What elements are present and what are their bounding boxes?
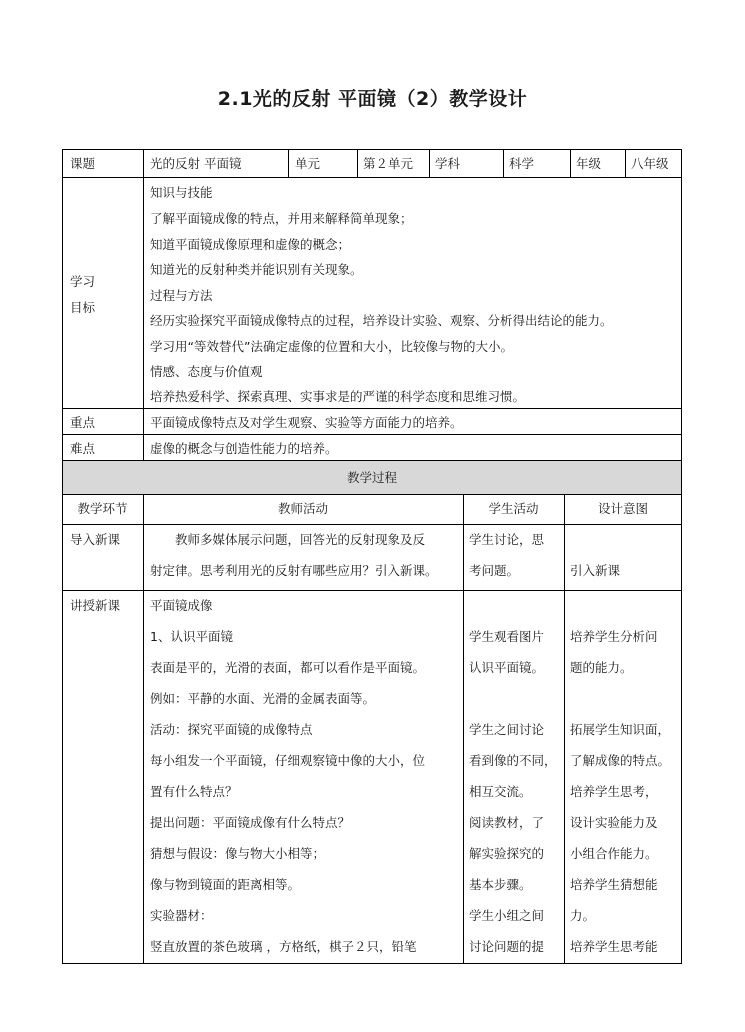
lecture-student-line: 基本步骤。 [469, 877, 532, 892]
table-rule [62, 963, 682, 964]
table-rule [143, 177, 144, 460]
lecture-teacher-line: 像与物到镜面的距离相等。 [150, 877, 301, 892]
table-rule [463, 494, 464, 964]
table-rule [62, 590, 682, 591]
intro-intent: 引入新课 [570, 563, 621, 578]
col-header-intent: 设计意图 [597, 501, 648, 516]
lecture-intent-line: 设计实验能力及 [570, 815, 658, 830]
lecture-teacher-line: 例如：平静的水面、光滑的金属表面等。 [150, 691, 376, 706]
lecture-student-line: 相互交流。 [469, 784, 532, 799]
lesson-plan-table [62, 149, 682, 964]
course-label: 课题 [70, 156, 96, 171]
table-rule [503, 149, 504, 177]
lecture-student-line: 讨论问题的提 [469, 939, 545, 954]
table-rule [62, 460, 682, 461]
lecture-intent-line: 小组合作能力。 [570, 846, 658, 861]
table-rule [62, 524, 682, 525]
objective-line: 知道平面镜成像原理和虚像的概念； [150, 237, 351, 252]
lecture-student-line: 看到像的不同， [469, 753, 557, 768]
table-rule [62, 434, 682, 435]
table-rule [62, 177, 682, 178]
col-header-teacher: 教师活动 [277, 501, 328, 516]
lecture-teacher-line: 1、认识平面镜 [150, 629, 233, 644]
col-header-student: 学生活动 [488, 501, 539, 516]
table-rule [62, 494, 682, 495]
process-header: 教学过程 [346, 470, 397, 485]
objective-line: 学习用“等效替代”法确定虚像的位置和大小，比较像与物的大小。 [150, 339, 513, 354]
lecture-student-line: 阅读教材，了 [469, 815, 545, 830]
table-rule [62, 149, 63, 964]
lecture-student-line: 学生观看图片 [469, 629, 545, 644]
lecture-intent-line: 培养学生猜想能 [570, 877, 658, 892]
lecture-teacher-line: 竖直放置的茶色玻璃 ，方格纸，棋子２只，铅笔 [150, 939, 417, 954]
lecture-intent-line: 了解成像的特点。 [570, 753, 671, 768]
lecture-stage: 讲授新课 [70, 598, 121, 613]
lecture-intent-line: 拓展学生知识面， [570, 722, 671, 737]
table-rule [564, 494, 565, 964]
table-rule [570, 149, 571, 177]
lecture-intent-line: 题的能力。 [570, 660, 633, 675]
lecture-teacher-line: 提出问题：平面镜成像有什么特点？ [150, 815, 351, 830]
grade-value: 八年级 [631, 156, 669, 171]
intro-teacher-line: 射定律。思考利用光的反射有哪些应用？引入新课。 [150, 563, 438, 578]
subject-value: 科学 [509, 156, 535, 171]
difficulty-label: 难点 [70, 441, 96, 456]
table-rule [625, 149, 626, 177]
table-rule [62, 408, 682, 409]
table-rule [62, 149, 682, 150]
difficulty-text: 虚像的概念与创造性能力的培养。 [150, 441, 338, 456]
objective-line: 了解平面镜成像的特点，并用来解释简单现象； [150, 211, 413, 226]
objectives-label-line2: 目标 [70, 300, 96, 315]
lecture-teacher-line: 每小组发一个平面镜，仔细观察镜中像的大小，位 [150, 753, 426, 768]
intro-student-line: 学生讨论，思 [469, 532, 545, 547]
lecture-intent-line: 培养学生思考， [570, 784, 658, 799]
document-title: 2.1光的反射 平面镜（2）教学设计 [217, 88, 528, 110]
table-rule [143, 494, 144, 964]
lecture-student-line: 认识平面镜。 [469, 660, 545, 675]
objective-line: 经历实验探究平面镜成像特点的过程，培养设计实验、观察、分析得出结论的能力。 [150, 313, 613, 328]
key-point-text: 平面镜成像特点及对学生观察、实验等方面能力的培养。 [150, 415, 463, 430]
col-header-stage: 教学环节 [77, 501, 128, 516]
intro-stage: 导入新课 [70, 532, 121, 547]
objective-line: 过程与方法 [150, 288, 213, 303]
table-rule [143, 149, 144, 177]
lecture-intent-line: 培养学生分析问 [570, 629, 658, 644]
unit-label: 单元 [295, 156, 321, 171]
intro-teacher-line: 教师多媒体展示问题，回答光的反射现象及反 [150, 532, 426, 547]
table-rule [681, 149, 682, 964]
lecture-teacher-line: 活动：探究平面镜的成像特点 [150, 722, 313, 737]
lecture-teacher-line: 表面是平的，光滑的表面，都可以看作是平面镜。 [150, 660, 426, 675]
key-point-label: 重点 [70, 415, 96, 430]
objective-line: 情感、态度与价值观 [150, 364, 263, 379]
grade-label: 年级 [576, 156, 602, 171]
lecture-teacher-line: 猜想与假设：像与物大小相等； [150, 846, 326, 861]
lecture-teacher-line: 平面镜成像 [150, 598, 213, 613]
table-rule [357, 149, 358, 177]
lecture-student-line: 解实验探究的 [469, 846, 545, 861]
table-rule [429, 149, 430, 177]
subject-label: 学科 [435, 156, 461, 171]
lecture-student-line: 学生小组之间 [469, 908, 545, 923]
objectives-label-line1: 学习 [70, 274, 96, 289]
lecture-teacher-line: 置有什么特点？ [150, 784, 238, 799]
objective-line: 知道光的反射种类并能识别有关现象。 [150, 262, 363, 277]
objective-line: 培养热爱科学、探索真理、实事求是的严谨的科学态度和思维习惯。 [150, 389, 526, 404]
lecture-teacher-line: 实验器材： [150, 908, 213, 923]
course-value: 光的反射 平面镜 [150, 156, 242, 171]
lecture-intent-line: 力。 [570, 908, 596, 923]
table-rule [288, 149, 289, 177]
lecture-intent-line: 培养学生思考能 [570, 939, 658, 954]
lecture-student-line: 学生之间讨论 [469, 722, 545, 737]
unit-value: 第２单元 [363, 156, 414, 171]
objective-line: 知识与技能 [150, 185, 213, 200]
intro-student-line: 考问题。 [469, 563, 520, 578]
